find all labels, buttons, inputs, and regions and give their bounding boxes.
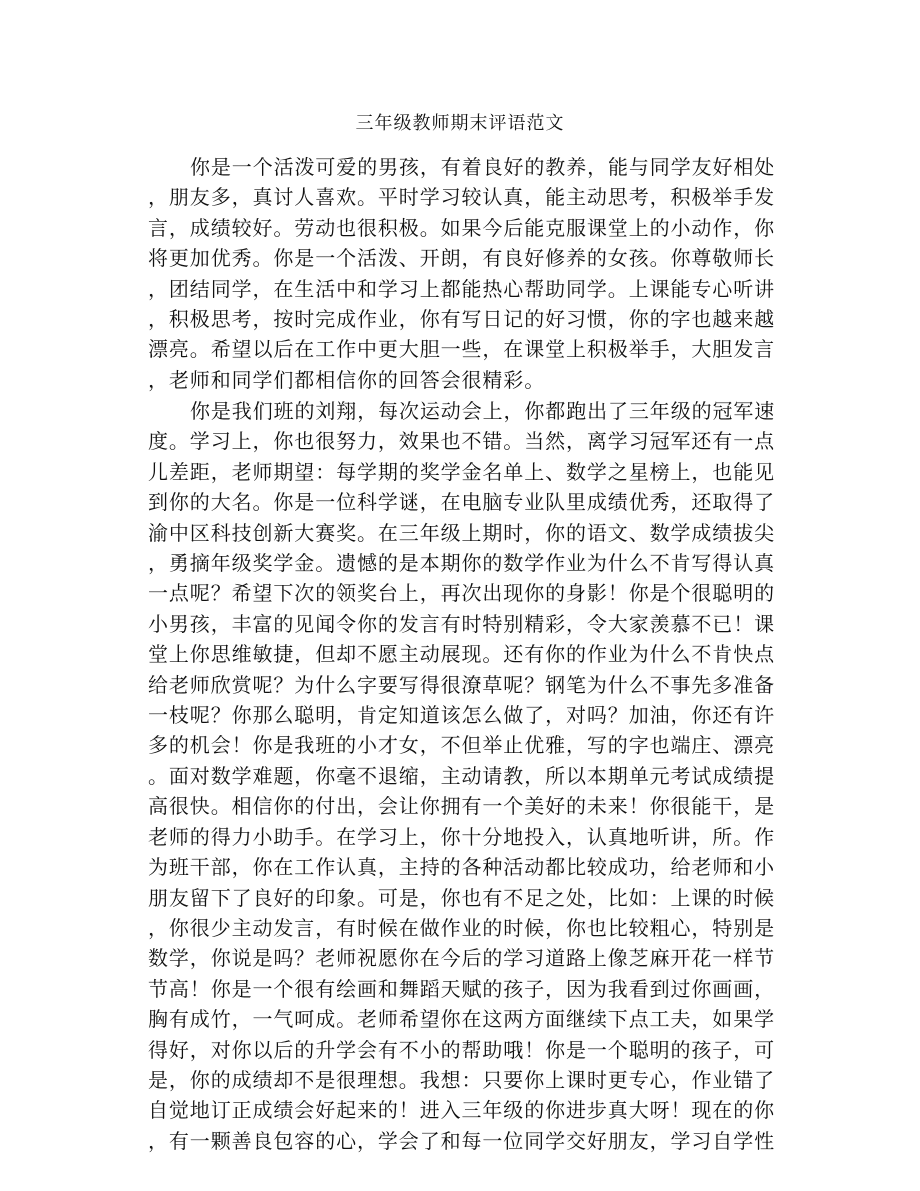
paragraph-2 [148,396,776,1156]
document-title: 三年级教师期末评语范文 [355,113,565,134]
paragraph-line: 你是我们班的刘翔，每次运动会上，你都跑出了三年级的冠军速 [190,399,776,423]
paragraph-line: ，团结同学，在生活中和学习上都能热心帮助同学。上课能专心听讲 [148,276,775,301]
paragraph-line: 。面对数学难题，你毫不退缩，主动请教，所以本期单元考试成绩提 [148,763,775,788]
paragraph-line: 渝中区科技创新大赛奖。在三年级上期时，你的语文、数学成绩拔尖 [148,520,775,545]
paragraph-line: 一点呢？希望下次的领奖台上，再次出现你的身影！你是个很聪明的 [148,581,775,606]
paragraph-line: 数学，你说是吗？老师祝愿你在今后的学习道路上像芝麻开花一样节 [148,946,775,971]
paragraph-line: ，有一颗善良包容的心，学会了和每一位同学交好朋友，学习自学性 [148,1128,775,1153]
paragraph-line: 朋友留下了良好的印象。可是，你也有不足之处，比如：上课的时候 [148,885,775,910]
paragraph-line: 漂亮。希望以后在工作中更大胆一些，在课堂上积极举手，大胆发言 [148,337,775,362]
paragraph-line: 高很快。相信你的付出，会让你拥有一个美好的未来！你很能干，是 [148,794,775,819]
paragraph-line: 度。学习上，你也很努力，效果也不错。当然，离学习冠军还有一点 [148,429,775,454]
paragraph-line: 自觉地订正成绩会好起来的！进入三年级的你进步真大呀！现在的你 [148,1098,775,1123]
paragraph-line: 是，你的成绩却不是很理想。我想：只要你上课时更专心，作业错了 [148,1067,775,1092]
paragraph-line: 胸有成竹，一气呵成。老师希望你在这两方面继续下点工夫，如果学 [148,1007,775,1032]
paragraph-line: 小男孩，丰富的见闻令你的发言有时特别精彩，令大家羡慕不已！课 [148,611,775,636]
paragraph-line: 老师的得力小助手。在学习上，你十分地投入，认真地听讲，所。作 [148,824,775,849]
paragraph-line: 言，成绩较好。劳动也很积极。如果今后能克服课堂上的小动作，你 [148,215,775,240]
paragraph-line: 给老师欣赏呢？为什么字要写得很潦草呢？钢笔为什么不事先多准备 [148,672,775,697]
paragraph-line: ，勇摘年级奖学金。遗憾的是本期你的数学作业为什么不肯写得认真 [148,551,775,576]
paragraph-line: 为班干部，你在工作认真，主持的各种活动都比较成功，给老师和小 [148,855,775,880]
paragraph-line: 多的机会！你是我班的小才女，不但举止优雅，写的字也端庄、漂亮 [148,733,775,758]
paragraph-line: ，积极思考，按时完成作业，你有写日记的好习惯，你的字也越来越 [148,307,775,332]
paragraph-line: ，老师和同学们都相信你的回答会很精彩。 [148,367,546,392]
paragraph-line: ，朋友多，真讨人喜欢。平时学习较认真，能主动思考，积极举手发 [148,185,775,210]
paragraph-line: ，你很少主动发言，有时候在做作业的时候，你也比较粗心，特别是 [148,915,775,940]
paragraph-line: 你是一个活泼可爱的男孩，有着良好的教养，能与同学友好相处 [190,155,776,179]
paragraph-line: 得好，对你以后的升学会有不小的帮助哦！你是一个聪明的孩子，可 [148,1037,775,1062]
paragraph-line: 一枝呢？你那么聪明，肯定知道该怎么做了，对吗？加油，你还有许 [148,703,775,728]
paragraph-line: 节高！你是一个很有绘画和舞蹈天赋的孩子，因为我看到过你画画， [148,976,775,1001]
paragraph-1 [148,152,776,395]
paragraph-line: 将更加优秀。你是一个活泼、开朗，有良好修养的女孩。你尊敬师长 [148,246,775,271]
paragraph-line: 到你的大名。你是一位科学谜，在电脑专业队里成绩优秀，还取得了 [148,490,775,515]
paragraph-line: 堂上你思维敏捷，但却不愿主动展现。还有你的作业为什么不肯快点 [148,642,775,667]
paragraph-line: 儿差距，老师期望：每学期的奖学金名单上、数学之星榜上，也能见 [148,459,775,484]
